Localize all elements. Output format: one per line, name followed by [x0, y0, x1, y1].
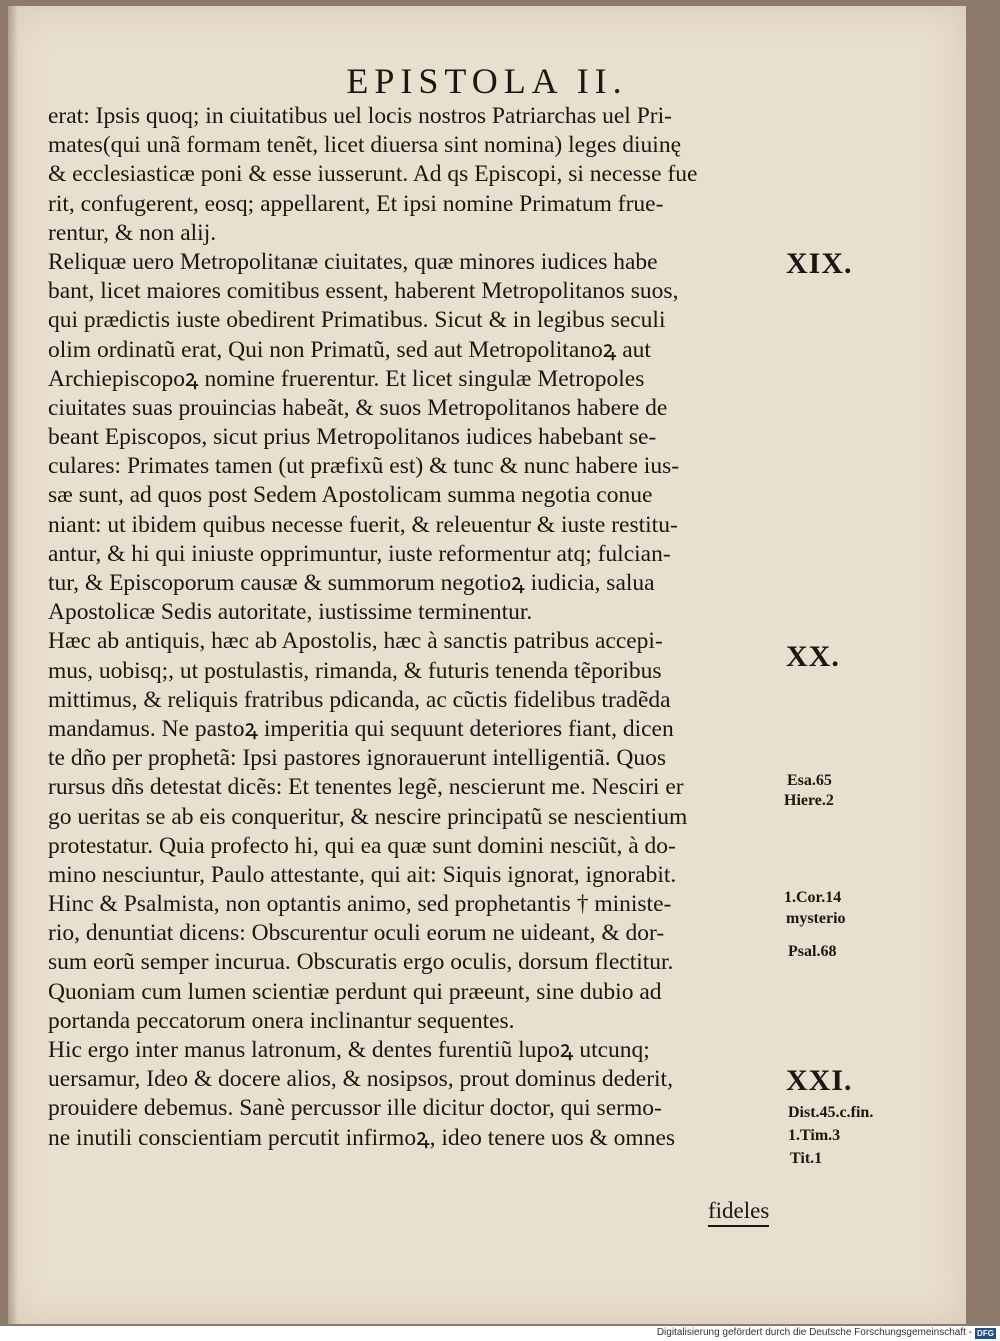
text-line: portanda peccatorum onera inclinantur sequentes. [48, 1007, 515, 1034]
funding-credit: Digitalisierung gefördert durch die Deutsche Forschungsgemeinschaft - [656, 1327, 972, 1338]
text-line: rit, confugerent, eosq; appellarent, Et ipsi nomine Primatum frue- [48, 190, 664, 217]
margin-citation: 1.Tim.3 [788, 1127, 841, 1144]
text-line: ne inutili conscientiam percutit infirmoꝝ, ideo tenere uos & omnes [48, 1124, 676, 1151]
margin-section-number: XIX. [786, 247, 853, 280]
text-line: sæ sunt, ad quos post Sedem Apostolicam summa negotia conue [48, 482, 653, 509]
text-line: uersamur, Ideo & docere alios, & nosipsos, prout dominus dederit, [48, 1066, 673, 1093]
margin-section-number: XXI. [786, 1064, 853, 1097]
running-head: EPISTOLA II. [346, 61, 628, 101]
text-line: qui prædictis iuste obedirent Primatibus. Sicut & in legibus seculi [48, 307, 666, 334]
footer-bar [0, 1326, 1000, 1341]
margin-citation: Esa.65 [787, 772, 832, 789]
text-line: Hæc ab antiquis, hæc ab Apostolis, hæc à sanctis patribus accepi- [48, 628, 663, 655]
margin-citation: Hiere.2 [784, 792, 834, 809]
text-line: mino nesciuntur, Paulo attestante, qui ait: Siquis ignorat, ignorabit. [48, 861, 677, 888]
margin-citation: 1.Cor.14 [784, 889, 842, 906]
text-line: prouidere debemus. Sanè percussor ille dicitur doctor, qui sermo- [48, 1095, 662, 1122]
text-line: culares: Primates tamen (ut præfixũ est) & tunc & nunc habere ius- [48, 453, 680, 480]
margin-citation: Dist.45.c.fin. [788, 1104, 874, 1121]
catchword: fideles [708, 1198, 769, 1227]
text-line: erat: Ipsis quoq; in ciuitatibus uel locis nostros Patriarchas uel Pri- [48, 103, 672, 129]
text-line: olim ordinatũ erat, Qui non Primatũ, sed aut Metropolitanoꝝ aut [48, 336, 651, 363]
text-line: ciuitates suas prouincias habeãt, & suos Metropolitanos habere de [48, 394, 668, 421]
margin-gloss: mysterio [786, 910, 846, 927]
book-page [8, 6, 966, 1324]
text-line: protestatur. Quia profecto hi, qui ea quæ sunt domini nesciũt, à do- [48, 832, 676, 859]
text-line: Apostolicæ Sedis autoritate, iustissime terminentur. [48, 599, 533, 626]
text-line: rursus dñs detestat dicẽs: Et tenentes legẽ, nescierunt me. Nesciri er [48, 774, 684, 801]
text-line: mates(qui unã formam tenẽt, licet diuersa sint nomina) leges diuinę [48, 132, 682, 159]
margin-citation: Tit.1 [790, 1150, 823, 1167]
text-line: te dño per prophetã: Ipsi pastores ignorauerunt intelligentiã. Quos [48, 745, 667, 772]
text-line: beant Episcopos, sicut prius Metropolitanos iudices habebant se- [48, 424, 657, 451]
body-text [48, 102, 788, 1153]
text-line: Archiepiscopoꝝ nomine fruerentur. Et licet singulæ Metropoles [48, 365, 645, 392]
text-line: Quoniam cum lumen scientiæ perdunt qui præeunt, sine dubio ad [48, 978, 662, 1005]
margin-citation: Psal.68 [788, 943, 837, 960]
text-line: go ueritas se ab eis conqueritur, & nescire principatũ se nescientium [48, 803, 688, 830]
text-line: Hic ergo inter manus latronum, & dentes furentiũ lupoꝝ utcunq; [48, 1037, 650, 1063]
text-line: rentur, & non alij. [48, 219, 217, 246]
page-gutter-shadow [8, 6, 18, 1324]
text-line: Reliquæ uero Metropolitanæ ciuitates, quæ minores iudices habe [48, 248, 658, 275]
text-line: bant, licet maiores comitibus essent, haberent Metropolitanos suos, [48, 278, 679, 305]
text-line: niant: ut ibidem quibus necesse fuerit, & releuentur & iuste restitu- [48, 511, 678, 538]
text-line: tur, & Episcoporum causæ & summorum negotioꝝ iudicia, salua [48, 570, 655, 596]
text-line: mandamus. Ne pastoꝝ imperitia qui sequunt deteriores fiant, dicen [48, 715, 674, 742]
margin-section-number: XX. [786, 640, 840, 673]
text-line: mus, uobisq;, ut postulastis, rimanda, & futuris tenenda tẽporibus [48, 657, 662, 684]
text-line: Hinc & Psalmista, non optantis animo, sed prophetantis † ministe- [48, 891, 672, 918]
text-line: antur, & hi qui iniuste opprimuntur, iuste reformentur atq; fulcian- [48, 540, 671, 567]
text-line: & ecclesiasticæ poni & esse iusserunt. Ad qs Episcopi, si necesse fue [48, 161, 698, 188]
text-line: sum eorũ semper incurua. Obscuratis ergo oculis, dorsum flectitur. [48, 949, 674, 976]
text-line: rio, denuntiat dicens: Obscurentur oculi eorum ne uideant, & dor- [48, 920, 665, 947]
dfg-logo: DFG [975, 1328, 996, 1339]
text-line: mittimus, & reliquis fratribus pdicanda, ac cũctis fidelibus tradẽda [48, 686, 671, 713]
